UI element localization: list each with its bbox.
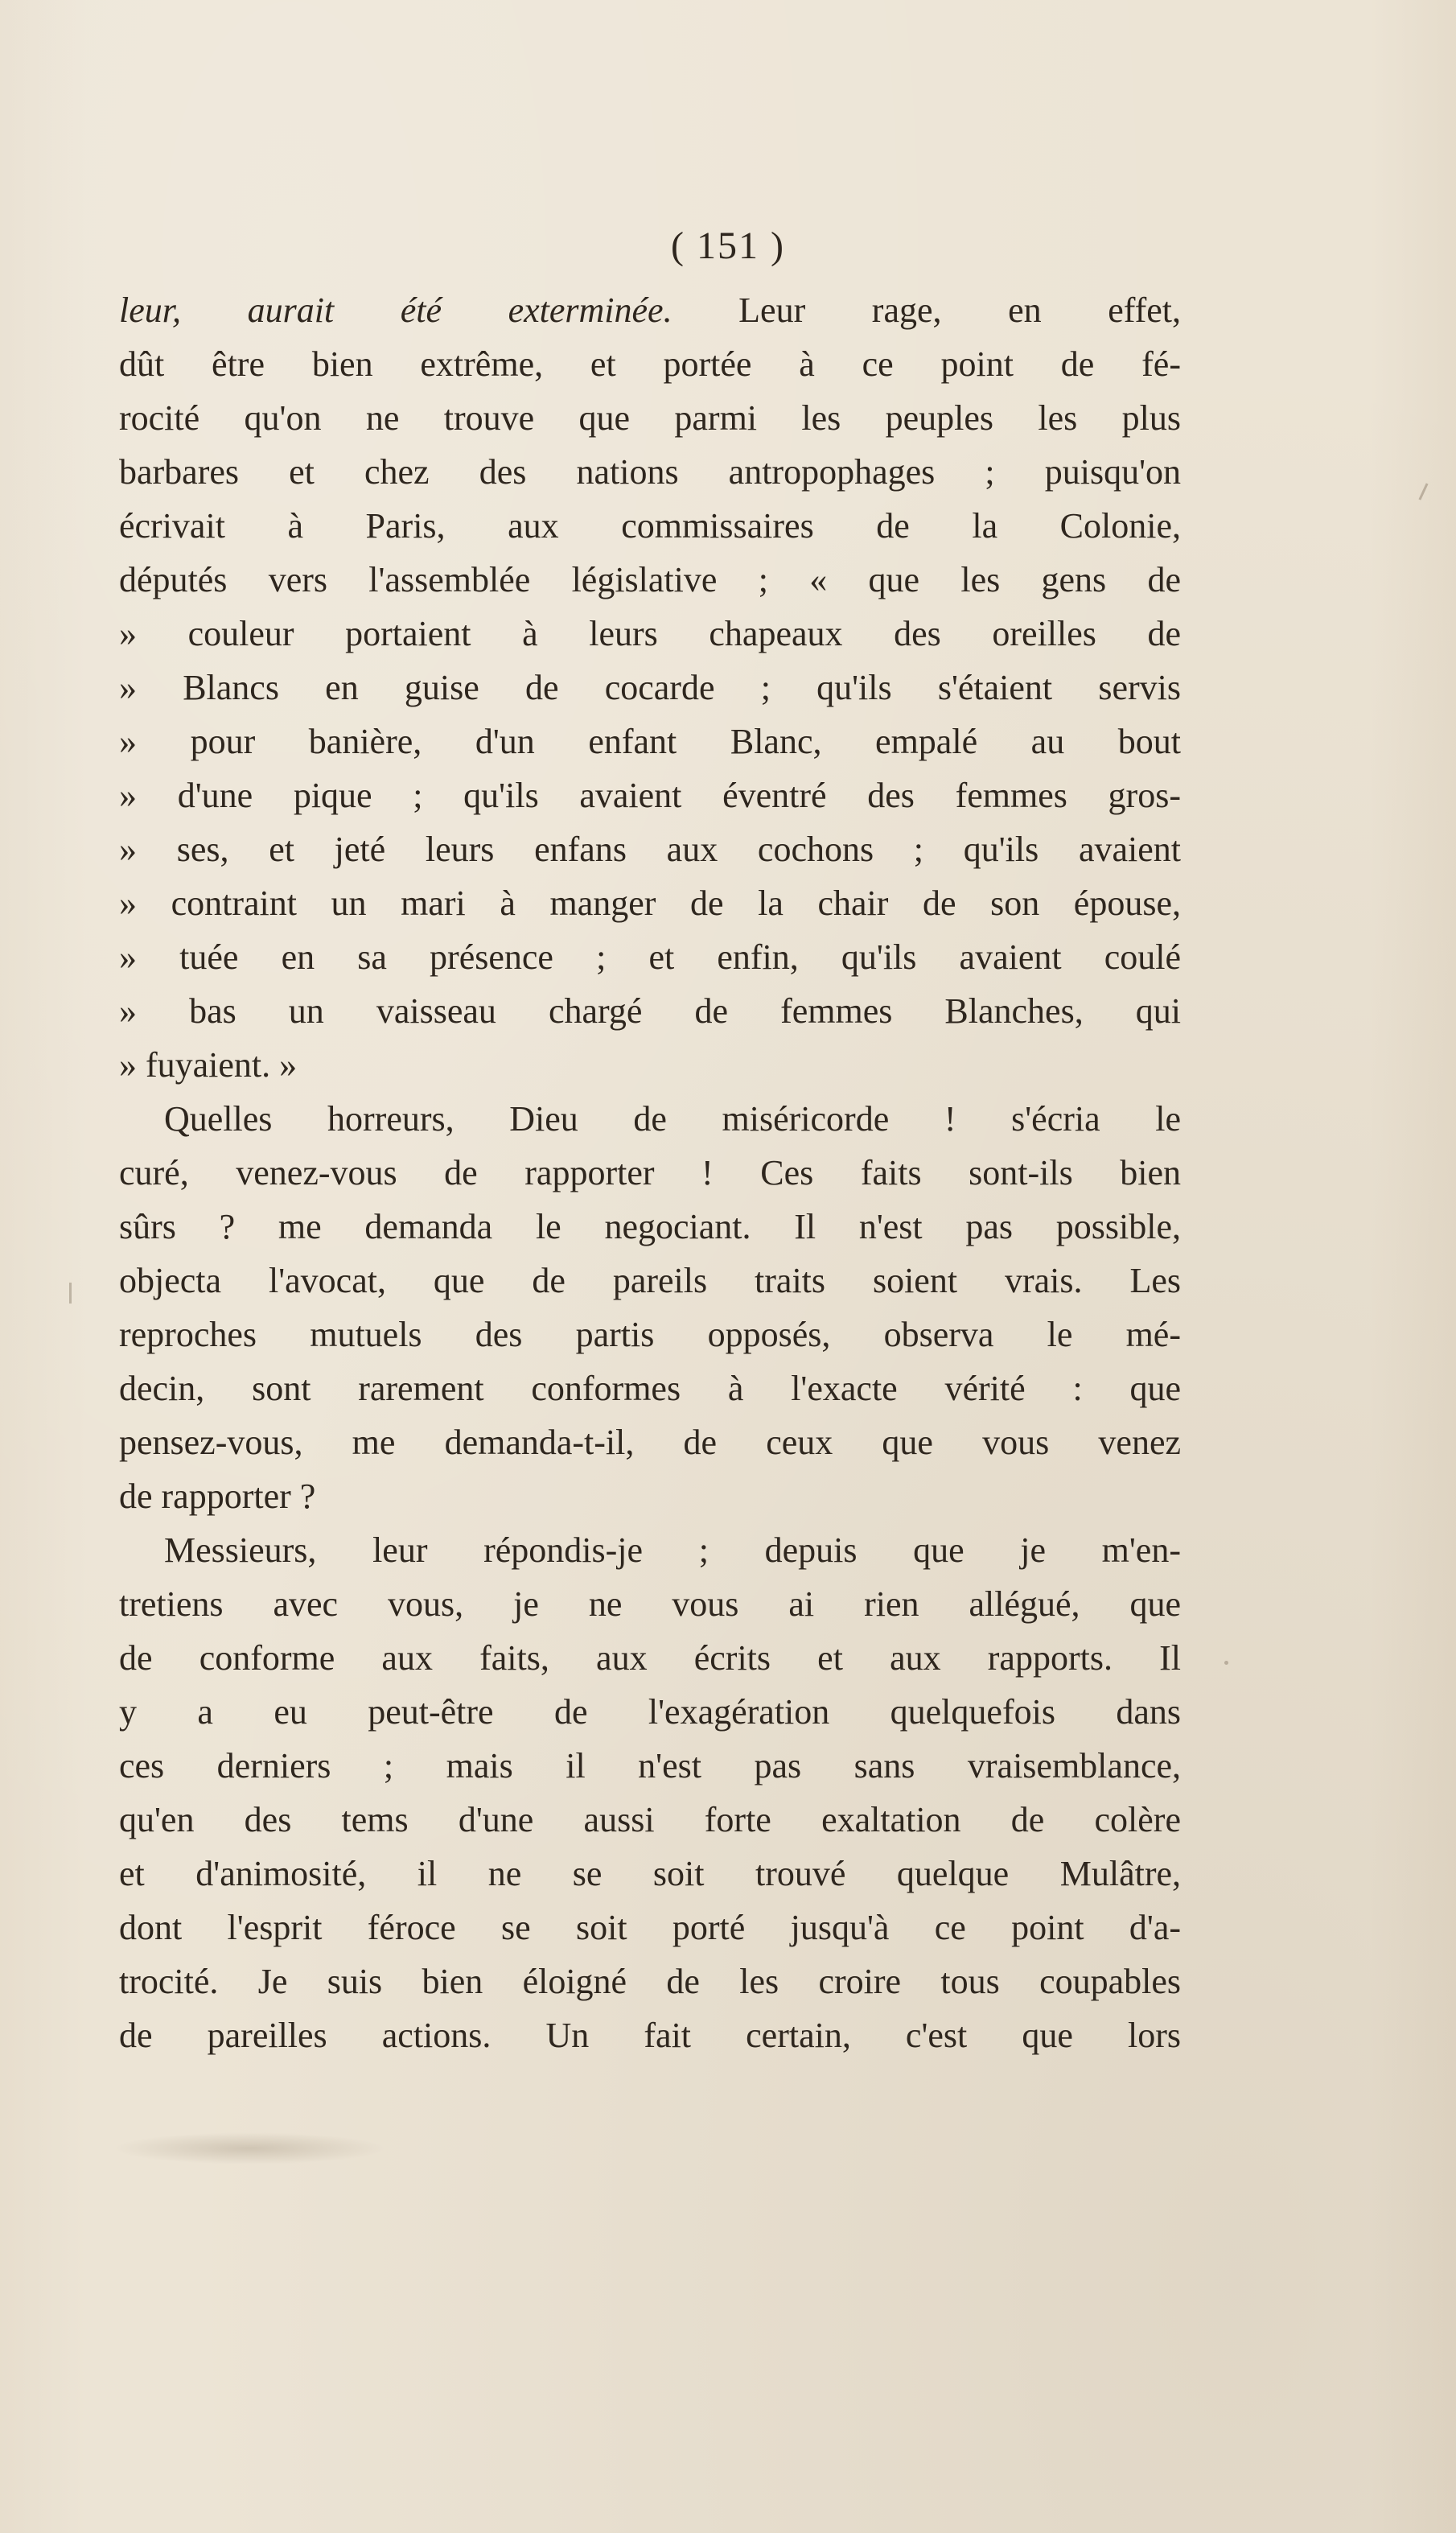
text-line xyxy=(119,283,1181,337)
text-line xyxy=(119,984,1181,1038)
text-line xyxy=(119,1200,1181,1254)
line-text: » d'une pique ; qu'ils avaient éventré des femmes gros- xyxy=(119,776,1181,815)
line-text: » pour banière, d'un enfant Blanc, empalé au bout xyxy=(119,722,1181,761)
line-text: sûrs ? me demanda le negociant. Il n'est pas possible, xyxy=(119,1207,1181,1246)
line-text: reproches mutuels des partis opposés, observa le mé- xyxy=(119,1315,1181,1354)
margin-mark xyxy=(1418,483,1428,500)
line-text: barbares et chez des nations antropophages ; puisqu'on xyxy=(119,452,1181,492)
text-line xyxy=(119,499,1181,553)
line-text: pensez-vous, me demanda-t-il, de ceux que vous venez xyxy=(119,1423,1181,1462)
text-line xyxy=(119,715,1181,768)
line-text: objecta l'avocat, que de pareils traits soient vrais. Les xyxy=(119,1261,1181,1300)
line-text: Messieurs, leur répondis-je ; depuis que je m'en- xyxy=(164,1530,1181,1570)
text-line xyxy=(119,1361,1181,1415)
text-line xyxy=(119,1523,1181,1577)
line-text: » contraint un mari à manger de la chair de son épouse, xyxy=(119,883,1181,923)
page-number: ( 151 ) xyxy=(671,224,785,267)
text-line xyxy=(119,1847,1181,1901)
line-text: rocité qu'on ne trouve que parmi les peuples les plus xyxy=(119,398,1181,438)
text-line xyxy=(119,337,1181,391)
body-text xyxy=(119,283,1181,2062)
text-line xyxy=(119,1577,1181,1631)
text-line xyxy=(119,1793,1181,1847)
text-line xyxy=(119,930,1181,984)
line-text: ces derniers ; mais il n'est pas sans vraisemblance, xyxy=(119,1746,1181,1785)
text-line xyxy=(119,1092,1181,1146)
text-line xyxy=(119,1685,1181,1739)
line-text: » tuée en sa présence ; et enfin, qu'ils avaient coulé xyxy=(119,937,1181,977)
margin-mark xyxy=(69,1283,72,1304)
line-text: et d'animosité, il ne se soit trouvé quelque Mulâtre, xyxy=(119,1854,1181,1893)
line-text: dût être bien extrême, et portée à ce point de fé- xyxy=(119,344,1181,384)
line-text: trocité. Je suis bien éloigné de les croire tous coupables xyxy=(119,1962,1181,2001)
text-line xyxy=(119,1038,1181,1092)
line-text: » fuyaient. » xyxy=(119,1045,298,1085)
text-line xyxy=(119,1415,1181,1469)
text-line xyxy=(119,768,1181,822)
text-line xyxy=(119,1146,1181,1200)
line-text: écrivait à Paris, aux commissaires de la Colonie, xyxy=(119,506,1181,546)
text-line xyxy=(119,553,1181,607)
line-text: » ses, et jeté leurs enfans aux cochons ; qu'ils avaient xyxy=(119,830,1181,869)
line-text: curé, venez-vous de rapporter ! Ces faits sont-ils bien xyxy=(119,1153,1181,1192)
line-text: Quelles horreurs, Dieu de miséricorde ! s'écria le xyxy=(164,1099,1181,1139)
margin-mark xyxy=(1224,1661,1228,1665)
text-line xyxy=(119,822,1181,876)
italic-phrase: leur, aurait été exterminée. xyxy=(119,290,672,330)
text-line xyxy=(119,607,1181,661)
line-text: Leur rage, en effet, xyxy=(672,290,1181,330)
text-line xyxy=(119,1631,1181,1685)
line-text: de pareilles actions. Un fait certain, c'est que lors xyxy=(119,2016,1181,2055)
text-line xyxy=(119,1901,1181,1954)
text-line xyxy=(119,876,1181,930)
line-text: députés vers l'assemblée législative ; « que les gens de xyxy=(119,560,1181,599)
line-text: decin, sont rarement conformes à l'exacte vérité : que xyxy=(119,1369,1181,1408)
ink-smudge xyxy=(113,2132,386,2164)
line-text: dont l'esprit féroce se soit porté jusqu'à ce point d'a- xyxy=(119,1908,1181,1947)
line-text: de rapporter ? xyxy=(119,1477,316,1516)
line-text: tretiens avec vous, je ne vous ai rien allégué, que xyxy=(119,1584,1181,1624)
text-line xyxy=(119,445,1181,499)
line-text: de conforme aux faits, aux écrits et aux rapports. Il xyxy=(119,1638,1181,1678)
line-text: y a eu peut-être de l'exagération quelquefois dans xyxy=(119,1692,1181,1732)
text-line xyxy=(119,661,1181,715)
text-line xyxy=(119,1739,1181,1793)
line-text: » Blancs en guise de cocarde ; qu'ils s'étaient servis xyxy=(119,668,1181,707)
line-text: » couleur portaient à leurs chapeaux des oreilles de xyxy=(119,614,1181,653)
text-line xyxy=(119,2008,1181,2062)
line-text: » bas un vaisseau chargé de femmes Blanches, qui xyxy=(119,991,1181,1031)
line-text: qu'en des tems d'une aussi forte exaltation de colère xyxy=(119,1800,1181,1839)
text-line xyxy=(119,1469,1181,1523)
text-line xyxy=(119,1254,1181,1308)
text-line xyxy=(119,1308,1181,1361)
text-line xyxy=(119,1954,1181,2008)
text-line xyxy=(119,391,1181,445)
